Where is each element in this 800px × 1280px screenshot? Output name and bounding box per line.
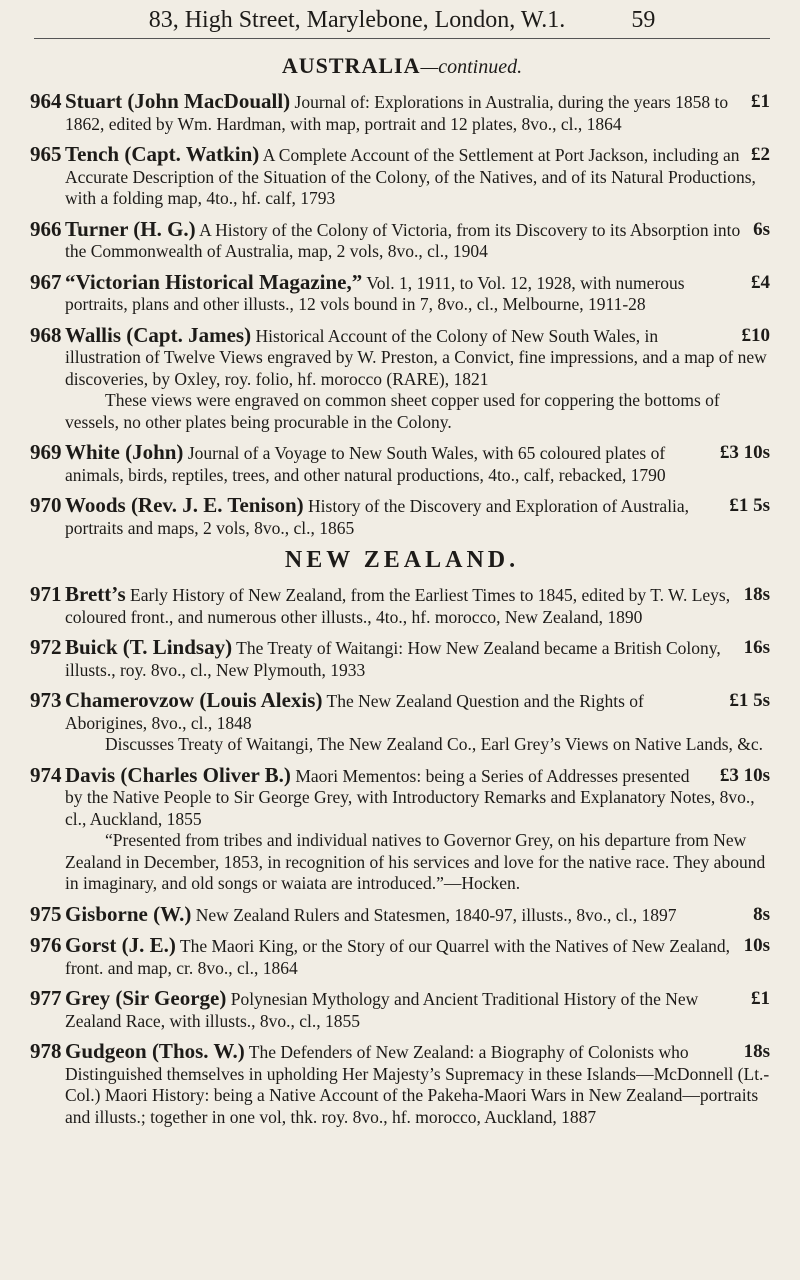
catalogue-entry bbox=[30, 1039, 770, 1128]
page-number: 59 bbox=[631, 7, 656, 33]
entry-author: Gudgeon (Thos. W.) bbox=[65, 1039, 245, 1063]
catalogue-entry bbox=[30, 762, 770, 895]
catalogue-entry bbox=[30, 440, 770, 486]
entry-price: 16s bbox=[743, 637, 770, 658]
entry-note: “Presented from tribes and individual natives to Governor Grey, on his departure from New Zealand in December, 1853, in recognition of his services and love for the native race. They abound in imaginary, and old songs or waiata are introduced.”—Hocken. bbox=[65, 830, 766, 893]
entry-number: 974 bbox=[30, 762, 62, 787]
entry-price: 18s bbox=[743, 584, 770, 605]
entry-price: 6s bbox=[753, 218, 770, 240]
entry-number: 972 bbox=[30, 635, 62, 659]
entry-author: Gisborne (W.) bbox=[65, 901, 192, 926]
entry-price: £10 bbox=[741, 324, 770, 346]
entry-price: 8s bbox=[753, 903, 770, 925]
catalogue-entry bbox=[30, 986, 770, 1032]
entry-number: 969 bbox=[30, 440, 62, 464]
entry-author: Buick (T. Lindsay) bbox=[65, 635, 233, 659]
entry-number: 967 bbox=[30, 269, 62, 294]
entry-price: £3 10s bbox=[719, 442, 770, 463]
catalogue-entry bbox=[30, 635, 770, 681]
entry-description: New Zealand Rulers and Statesmen, 1840-97, illusts., 8vo., cl., 1897 bbox=[195, 904, 677, 925]
entry-number: 968 bbox=[30, 322, 62, 347]
section-suffix: —continued. bbox=[420, 56, 523, 78]
entry-description: Polynesian Mythology and Ancient Traditional History of the New Zealand Race, with illusts., 8vo., cl., 1855 bbox=[65, 989, 699, 1031]
entry-description: The New Zealand Question and the Rights of Aborigines, 8vo., cl., 1848 bbox=[65, 691, 644, 733]
entry-price: 10s bbox=[743, 935, 770, 956]
entry-number: 976 bbox=[30, 933, 62, 957]
entry-description: A History of the Colony of Victoria, from its Discovery to its Absorption into the Commonwealth of Australia, map, 2 vols, 8vo., cl., 1904 bbox=[65, 219, 741, 261]
entry-description: The Defenders of New Zealand: a Biography of Colonists who Distinguished themselves in upholding Her Majesty’s Supremacy in these Islands—McDonnell (Lt.-Col.) Maori History: being a Native Account of the Pakeha-Maori Wars in New Zealand—portraits and illusts.; together in one vol, thk. roy. 8vo., hf. morocco, Auckland, 1887 bbox=[65, 1042, 770, 1127]
entry-author: Tench (Capt. Watkin) bbox=[65, 142, 260, 166]
entry-note: Discusses Treaty of Waitangi, The New Zealand Co., Earl Grey’s Views on Native Lands, &c. bbox=[105, 734, 764, 754]
entry-number: 964 bbox=[30, 89, 62, 113]
entry-price: £2 bbox=[751, 144, 770, 165]
entry-author: Gorst (J. E.) bbox=[65, 933, 176, 957]
catalogue-entry bbox=[30, 582, 770, 628]
entry-author: Grey (Sir George) bbox=[65, 986, 227, 1010]
entry-number: 977 bbox=[30, 986, 62, 1010]
entry-price: £4 bbox=[751, 271, 770, 293]
entry-price: £1 5s bbox=[729, 495, 770, 516]
entry-author: Stuart (John MacDouall) bbox=[65, 89, 291, 113]
entry-description: Journal of: Explorations in Australia, during the years 1858 to 1862, edited by Wm. Hardman, with map, portrait and 12 plates, 8vo., cl., 1864 bbox=[65, 92, 729, 134]
entry-author: Chamerovzow (Louis Alexis) bbox=[65, 688, 323, 712]
header-rule bbox=[34, 38, 770, 39]
entry-description: The Treaty of Waitangi: How New Zealand became a British Colony, illusts., roy. 8vo., cl., New Plymouth, 1933 bbox=[65, 638, 721, 680]
catalogue-entry bbox=[30, 142, 770, 210]
entry-number: 971 bbox=[30, 582, 62, 606]
entry-description: The Maori King, or the Story of our Quarrel with the Natives of New Zealand, front. and map, cr. 8vo., cl., 1864 bbox=[65, 936, 731, 978]
entry-description: Vol. 1, 1911, to Vol. 12, 1928, with numerous portraits, plans and other illusts., 12 vols bound in 7, 8vo., cl., Melbourne, 1911-28 bbox=[65, 272, 685, 314]
entry-author: Turner (H. G.) bbox=[65, 216, 196, 241]
entry-number: 978 bbox=[30, 1039, 62, 1063]
catalogue-entry bbox=[30, 493, 770, 539]
section-title-australia bbox=[34, 51, 770, 82]
catalogue-entry bbox=[30, 216, 770, 263]
entry-author: Woods (Rev. J. E. Tenison) bbox=[65, 493, 304, 517]
entry-author: White (John) bbox=[65, 440, 184, 464]
entry-number: 966 bbox=[30, 216, 62, 241]
catalogue-entry bbox=[30, 933, 770, 979]
entry-author: Davis (Charles Oliver B.) bbox=[65, 762, 291, 787]
entry-number: 973 bbox=[30, 688, 62, 712]
catalogue-entry bbox=[30, 688, 770, 756]
section-title-new-zealand: NEW ZEALAND. bbox=[284, 547, 520, 573]
entry-description: Journal of a Voyage to New South Wales, with 65 coloured plates of animals, birds, reptiles, trees, and other natural productions, 4to., calf, rebacked, 1790 bbox=[65, 443, 666, 485]
catalogue-entry bbox=[30, 89, 770, 135]
entry-price: £1 bbox=[751, 91, 770, 112]
entry-description: A Complete Account of the Settlement at Port Jackson, including an Accurate Description of the Situation of the Colony, of the Natives, and of its Natural Productions, with a folding map, 4to., hf. calf, 1793 bbox=[65, 145, 756, 208]
entry-price: £3 10s bbox=[719, 764, 770, 786]
entry-description: History of the Discovery and Exploration of Australia, portraits and maps, 2 vols, 8vo., cl., 1865 bbox=[65, 496, 690, 538]
new-zealand-entries bbox=[30, 582, 770, 1128]
header-address: 83, High Street, Marylebone, London, W.1. bbox=[148, 7, 566, 33]
australia-entries bbox=[30, 89, 770, 539]
entry-description: Early History of New Zealand, from the Earliest Times to 1845, edited by T. W. Leys, coloured front., and numerous other illusts., 4to., hf. morocco, New Zealand, 1890 bbox=[65, 585, 731, 627]
section-title-text: AUSTRALIA bbox=[281, 53, 421, 78]
entry-number: 975 bbox=[30, 901, 62, 926]
catalogue-entry bbox=[30, 901, 770, 927]
entry-number: 970 bbox=[30, 493, 62, 517]
catalogue-entry bbox=[30, 269, 770, 316]
entry-description: Maori Mementos: being a Series of Addresses presented by the Native People to Sir George Grey, with Introductory Remarks and Explanatory Notes, 8vo., cl., Auckland, 1855 bbox=[65, 765, 755, 829]
catalogue-entry bbox=[30, 322, 770, 434]
entry-note: These views were engraved on common sheet copper used for coppering the bottoms of vessels, no other plates being procurable in the Colony. bbox=[65, 390, 720, 432]
page-header bbox=[34, 4, 770, 36]
entry-price: £1 5s bbox=[729, 690, 770, 711]
entry-author: Wallis (Capt. James) bbox=[65, 322, 252, 347]
entry-number: 965 bbox=[30, 142, 62, 166]
entry-author: “Victorian Historical Magazine,” bbox=[65, 269, 363, 294]
entry-author: Brett’s bbox=[65, 582, 126, 606]
entry-price: 18s bbox=[743, 1041, 770, 1062]
entry-description: Historical Account of the Colony of New South Wales, in illustration of Twelve Views engraved by W. Preston, a Convict, fine impressions, and a map of new discoveries, by Oxley, roy. folio, hf. morocco (RARE), 1821 bbox=[65, 325, 767, 389]
entry-price: £1 bbox=[751, 988, 770, 1009]
